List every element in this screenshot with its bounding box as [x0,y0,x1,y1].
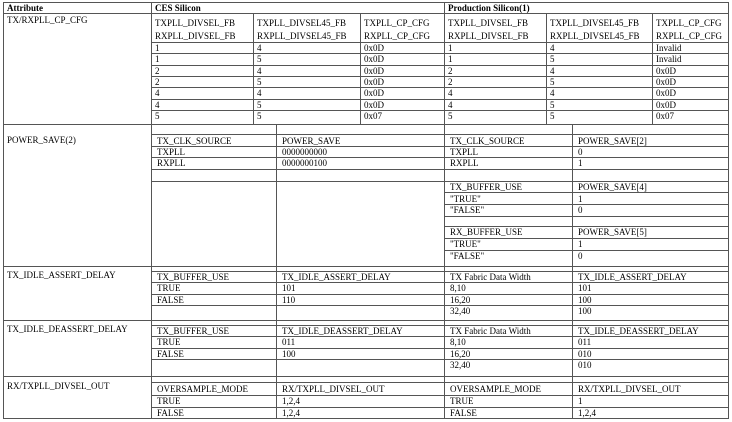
idle_assert-ces-header: TX_IDLE_ASSERT_DELAY [282,272,391,282]
grid-line [151,53,729,54]
idle_deassert-prod-cell: 32,40 [450,360,471,370]
grid-line [253,13,254,125]
grid-line [151,65,729,66]
attribute-power-save: POWER_SAVE(2) [7,135,76,145]
divsel-ces-cell: FALSE [157,408,184,418]
ces-cp-cell: 5 [257,77,262,87]
ces-cp-cell: 4 [257,88,262,98]
idle_deassert-ces-cell: 100 [282,349,296,359]
grid-line [444,250,729,251]
idle_assert-ces-cell: TRUE [157,283,181,293]
ces-ps-cell: TXPLL [157,147,185,157]
prod-cp-header: RXPLL_DIVSEL45_FB [550,31,640,41]
divsel-prod-header: RX/TXPLL_DIVSEL_OUT [578,384,681,394]
ces-cp-cell: 0x0D [364,100,384,110]
prod-ps-cell: "FALSE" [450,205,485,215]
header-separator [3,13,729,14]
prod-ps-header: TX_BUFFER_USE [450,182,523,192]
prod-cp-cell: 5 [550,100,555,110]
header-ces-silicon: CES Silicon [155,3,201,13]
table-bottom-border [3,418,729,419]
prod-ps-cell: 0 [578,147,583,157]
divsel-ces-cell: 1,2,4 [282,396,300,406]
grid-line [444,238,729,239]
idle_deassert-prod-cell: 010 [578,360,592,370]
prod-ps-cell: 1 [578,158,583,168]
prod-cp-cell: 1 [448,54,453,64]
idle_assert-ces-cell: FALSE [157,295,184,305]
ces-cp-cell: 0x0D [364,66,384,76]
section-separator [3,376,729,377]
grid-line [151,134,729,135]
ces-cp-header: RXPLL_CP_CFG [364,31,431,41]
prod-cp-cell: Invalid [656,43,682,53]
grid-line [652,13,653,125]
divsel-ces-cell: TRUE [157,396,181,406]
header-production-silicon: Production Silicon(1) [448,3,530,13]
prod-cp-cell: 4 [550,88,555,98]
prod-ps-cell: 1 [578,194,583,204]
grid-line [151,42,729,43]
prod-ps-header: POWER_SAVE[2] [578,136,647,146]
divsel-ces-header: OVERSAMPLE_MODE [157,384,249,394]
grid-line [151,87,729,88]
ces-cp-cell: 4 [257,43,262,53]
grid-line [151,336,729,337]
prod-cp-cell: Invalid [656,54,682,64]
divsel-prod-cell: TRUE [450,396,474,406]
divsel-prod-cell: 1 [578,396,583,406]
idle_assert-prod-cell: 32,40 [450,306,471,316]
idle_deassert-prod-cell: 010 [578,349,592,359]
section-separator [3,320,729,321]
prod-ps-cell: "TRUE" [450,239,481,249]
prod-cp-cell: 5 [550,54,555,64]
idle_assert-prod-cell: 101 [578,283,592,293]
ces-cp-cell: 1 [155,43,160,53]
section-separator [3,124,729,125]
prod-cp-cell: 2 [448,66,453,76]
prod-ps-cell: TXPLL [450,147,478,157]
table-top-border [3,2,729,3]
attribute-cp-cfg: TX/RXPLL_CP_CFG [7,15,88,25]
idle_deassert-prod-cell: 011 [578,337,592,347]
grid-line [151,395,729,396]
ces-cp-cell: 5 [257,54,262,64]
idle_assert-prod-header: TX_IDLE_ASSERT_DELAY [578,272,687,282]
grid-line [151,146,729,147]
prod-cp-cell: 5 [448,111,453,121]
grid-line [151,110,729,111]
idle_deassert-prod-header: TX_IDLE_DEASSERT_DELAY [578,326,699,336]
idle_deassert-prod-header: TX Fabric Data Width [450,326,531,336]
ces-cp-cell: 2 [155,66,160,76]
grid-line [444,192,729,193]
divsel-ces-cell: 1,2,4 [282,408,300,418]
ces-ps-cell: 0000000000 [282,147,327,157]
idle_assert-prod-cell: 16,20 [450,295,471,305]
prod-cp-cell: 0x0D [656,100,676,110]
ces-cp-cell: 4 [155,100,160,110]
grid-line [151,99,729,100]
idle_assert-ces-cell: 110 [282,295,296,305]
idle_assert-prod-header: TX Fabric Data Width [450,272,531,282]
grid-line [360,13,361,125]
prod-ps-cell: 0 [578,205,583,215]
prod-cp-cell: 4 [550,43,555,53]
section-separator [3,266,729,267]
grid-line [151,348,729,349]
idle_deassert-prod-cell: 16,20 [450,349,471,359]
ces-cp-cell: 5 [155,111,160,121]
grid-line [151,76,729,77]
prod-ps-cell: "FALSE" [450,251,485,261]
grid-line [151,294,729,295]
idle_assert-prod-cell: 8,10 [450,283,466,293]
prod-cp-cell: 2 [448,77,453,87]
prod-cp-header: RXPLL_CP_CFG [656,31,723,41]
idle_assert-ces-header: TX_BUFFER_USE [157,272,230,282]
ces-cp-header: RXPLL_DIVSEL_FB [155,31,236,41]
divsel-prod-cell: 1,2,4 [578,408,596,418]
prod-cp-cell: 5 [550,77,555,87]
grid-line [444,216,729,217]
prod-cp-cell: 4 [448,88,453,98]
idle_deassert-prod-cell: 8,10 [450,337,466,347]
grid-line [151,157,729,158]
prod-cp-cell: 5 [550,111,555,121]
attribute-divsel-out: RX/TXPLL_DIVSEL_OUT [7,381,110,391]
prod-cp-cell: 4 [550,66,555,76]
grid-line [151,382,729,383]
idle_assert-ces-cell: 101 [282,283,296,293]
prod-cp-cell: 0x0D [656,66,676,76]
prod-ps-header: POWER_SAVE[5] [578,227,647,237]
ces-cp-header: TXPLL_CP_CFG [364,18,430,28]
grid-line [444,204,729,205]
ces-cp-cell: 5 [257,111,262,121]
ces-cp-cell: 4 [155,88,160,98]
idle_assert-prod-cell: 100 [578,295,592,305]
grid-line [546,13,547,125]
prod-ps-cell: 1 [578,239,583,249]
header-attribute: Attribute [7,3,43,13]
ces-ps-cell: 0000000100 [282,158,327,168]
attribute-tx-idle-deassert: TX_IDLE_DEASSERT_DELAY [7,324,128,334]
grid-line [151,305,729,306]
ces-cp-cell: 5 [257,100,262,110]
ces-cp-header: RXPLL_DIVSEL45_FB [257,31,347,41]
prod-cp-cell: 1 [448,43,453,53]
ces-cp-cell: 0x0D [364,88,384,98]
grid-line [151,407,729,408]
table-left-border [3,2,4,419]
prod-cp-header: RXPLL_DIVSEL_FB [448,31,529,41]
ces-ps-header: TX_CLK_SOURCE [157,136,232,146]
ces-cp-cell: 2 [155,77,160,87]
prod-ps-header: RX_BUFFER_USE [450,227,523,237]
divsel-prod-cell: FALSE [450,408,477,418]
prod-cp-cell: 0x07 [656,111,674,121]
prod-cp-header: TXPLL_CP_CFG [656,18,722,28]
ces-ps-cell: RXPLL [157,158,186,168]
prod-ps-header: POWER_SAVE[4] [578,182,647,192]
grid-line [151,282,729,283]
divsel-prod-header: OVERSAMPLE_MODE [450,384,542,394]
grid-line [151,169,729,170]
ces-cp-header: TXPLL_DIVSEL45_FB [257,18,347,28]
ces-cp-cell: 0x0D [364,43,384,53]
prod-cp-cell: 4 [448,100,453,110]
prod-ps-cell: 0 [578,251,583,261]
idle_deassert-ces-cell: 011 [282,337,296,347]
idle_deassert-ces-header: TX_BUFFER_USE [157,326,230,336]
grid-line [151,359,729,360]
attribute-tx-idle-assert: TX_IDLE_ASSERT_DELAY [7,270,116,280]
idle_deassert-ces-cell: TRUE [157,337,181,347]
ces-cp-header: TXPLL_DIVSEL_FB [155,18,236,28]
idle_deassert-ces-cell: FALSE [157,349,184,359]
prod-cp-header: TXPLL_DIVSEL_FB [448,18,529,28]
ces-cp-cell: 4 [257,66,262,76]
idle_deassert-ces-header: TX_IDLE_DEASSERT_DELAY [282,326,403,336]
prod-cp-cell: 0x0D [656,77,676,87]
prod-ps-header: TX_CLK_SOURCE [450,136,525,146]
ces-ps-header: POWER_SAVE [282,136,341,146]
prod-ps-cell: "TRUE" [450,194,481,204]
divsel-ces-header: RX/TXPLL_DIVSEL_OUT [282,384,385,394]
ces-cp-cell: 1 [155,54,160,64]
ces-cp-cell: 0x0D [364,54,384,64]
ces-cp-cell: 0x0D [364,77,384,87]
prod-ps-cell: RXPLL [450,158,479,168]
idle_assert-prod-cell: 100 [578,306,592,316]
prod-cp-header: TXPLL_DIVSEL45_FB [550,18,640,28]
attribute-table [3,2,729,419]
prod-cp-cell: 0x0D [656,88,676,98]
ces-cp-cell: 0x07 [364,111,382,121]
